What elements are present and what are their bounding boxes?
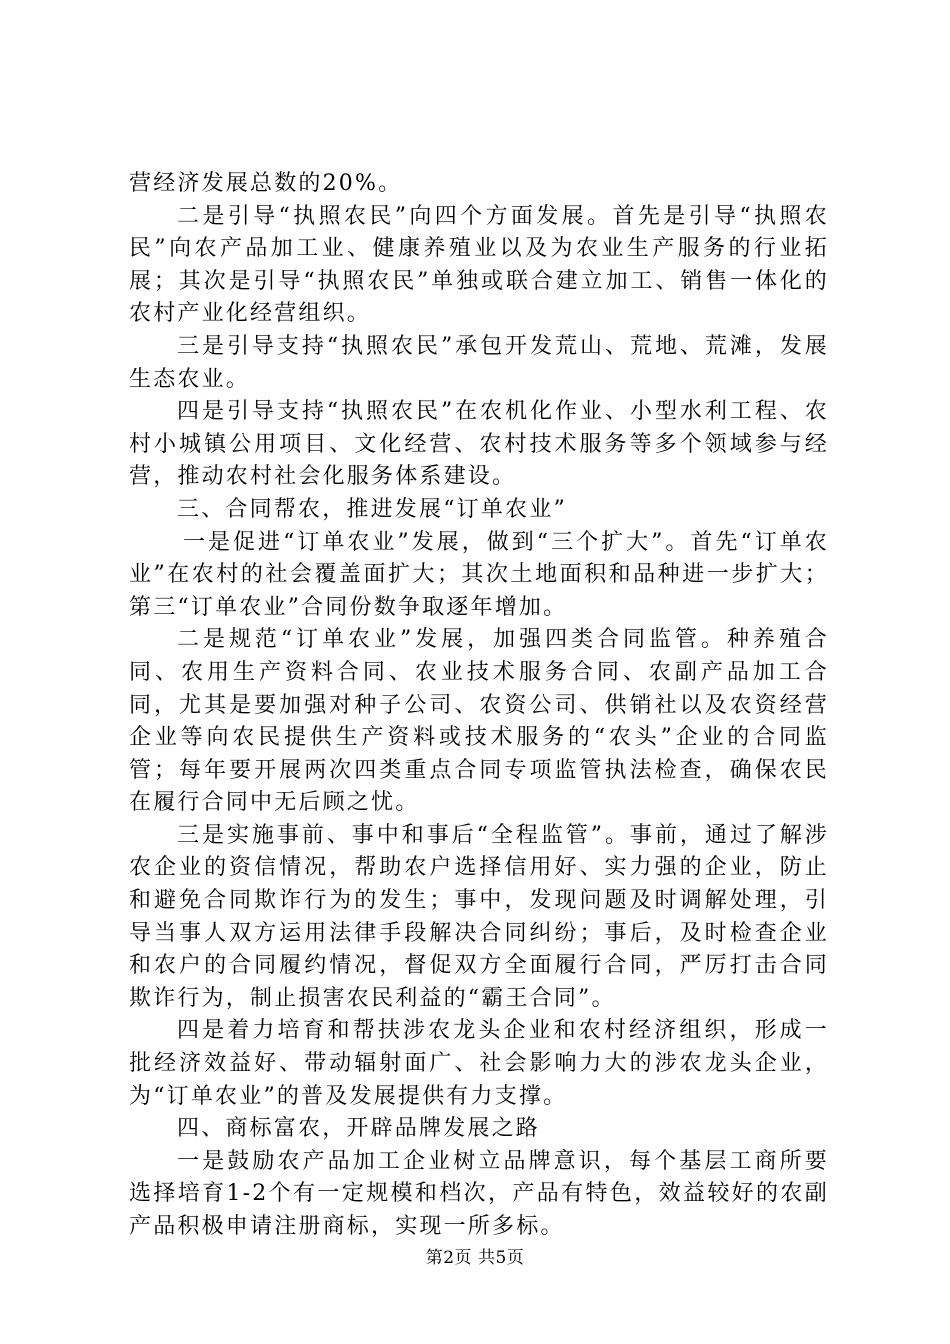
paragraph-brand-awareness: 一是鼓励农产品加工企业树立品牌意识，每个基层工商所要选择培育1-2个有一定规模和档次，产品有特色，效益较好的农副产品积极申请注册商标，实现一所多标。: [129, 1148, 829, 1239]
paragraph-continuation: 营经济发展总数的20%。: [129, 171, 403, 196]
paragraph-three-expansions: 一是促进“订单农业”发展，做到“三个扩大”。首先“订单农业”在农村的社会覆盖面扩大；其次土地面积和品种进一步扩大；第三“订单农业”合同份数争取逐年增加。: [129, 529, 829, 620]
paragraph-licensed-farmers-four-directions: 二是引导“执照农民”向四个方面发展。首先是引导“执照农民”向农产品加工业、健康养殖业以及为农业生产服务的行业拓展；其次是引导“执照农民”单独或联合建立加工、销售一体化的农村产业化经营组织。: [129, 203, 829, 327]
paragraph-contract-supervision: 二是规范“订单农业”发展，加强四类合同监管。种养殖合同、农用生产资料合同、农业技术服务合同、农副产品加工合同，尤其是要加强对种子公司、农资公司、供销社以及农资经营企业等向农民提供生产资料或技术服务的“农头”企业的合同监管；每年要开展两次四类重点合同专项监管执法检查，确保农民在履行合同中无后顾之忧。: [129, 627, 829, 816]
section-heading-trademark: 四、商标富农，开辟品牌发展之路: [177, 1116, 541, 1142]
paragraph-leading-enterprises: 四是着力培育和帮扶涉农龙头企业和农村经济组织，形成一批经济效益好、带动辐射面广、社会影响力大的涉农龙头企业，为“订单农业”的普及发展提供有力支撑。: [129, 1018, 829, 1109]
document-body: [129, 168, 829, 1244]
paragraph-rural-services: 四是引导支持“执照农民”在农机化作业、小型水利工程、农村小城镇公用项目、文化经营、农村技术服务等多个领域参与经营，推动农村社会化服务体系建设。: [129, 399, 829, 490]
section-heading-contract-agriculture: 三、合同帮农，推进发展“订单农业”: [177, 496, 567, 522]
paragraph-ecological-agriculture: 三是引导支持“执照农民”承包开发荒山、荒地、荒滩，发展生态农业。: [129, 333, 829, 392]
paragraph-full-process-supervision: 三是实施事前、事中和事后“全程监管”。事前，通过了解涉农企业的资信情况，帮助农户选择信用好、实力强的企业，防止和避免合同欺诈行为的发生；事中，发现问题及时调解处理，引导当事人双方运用法律手段解决合同纠纷；事后，及时检查企业和农户的合同履约情况，督促双方全面履行合同，严厉打击合同欺诈行为，制止损害农民利益的“霸王合同”。: [129, 822, 829, 1011]
page-number-footer: 第2页 共5页: [425, 1248, 525, 1268]
